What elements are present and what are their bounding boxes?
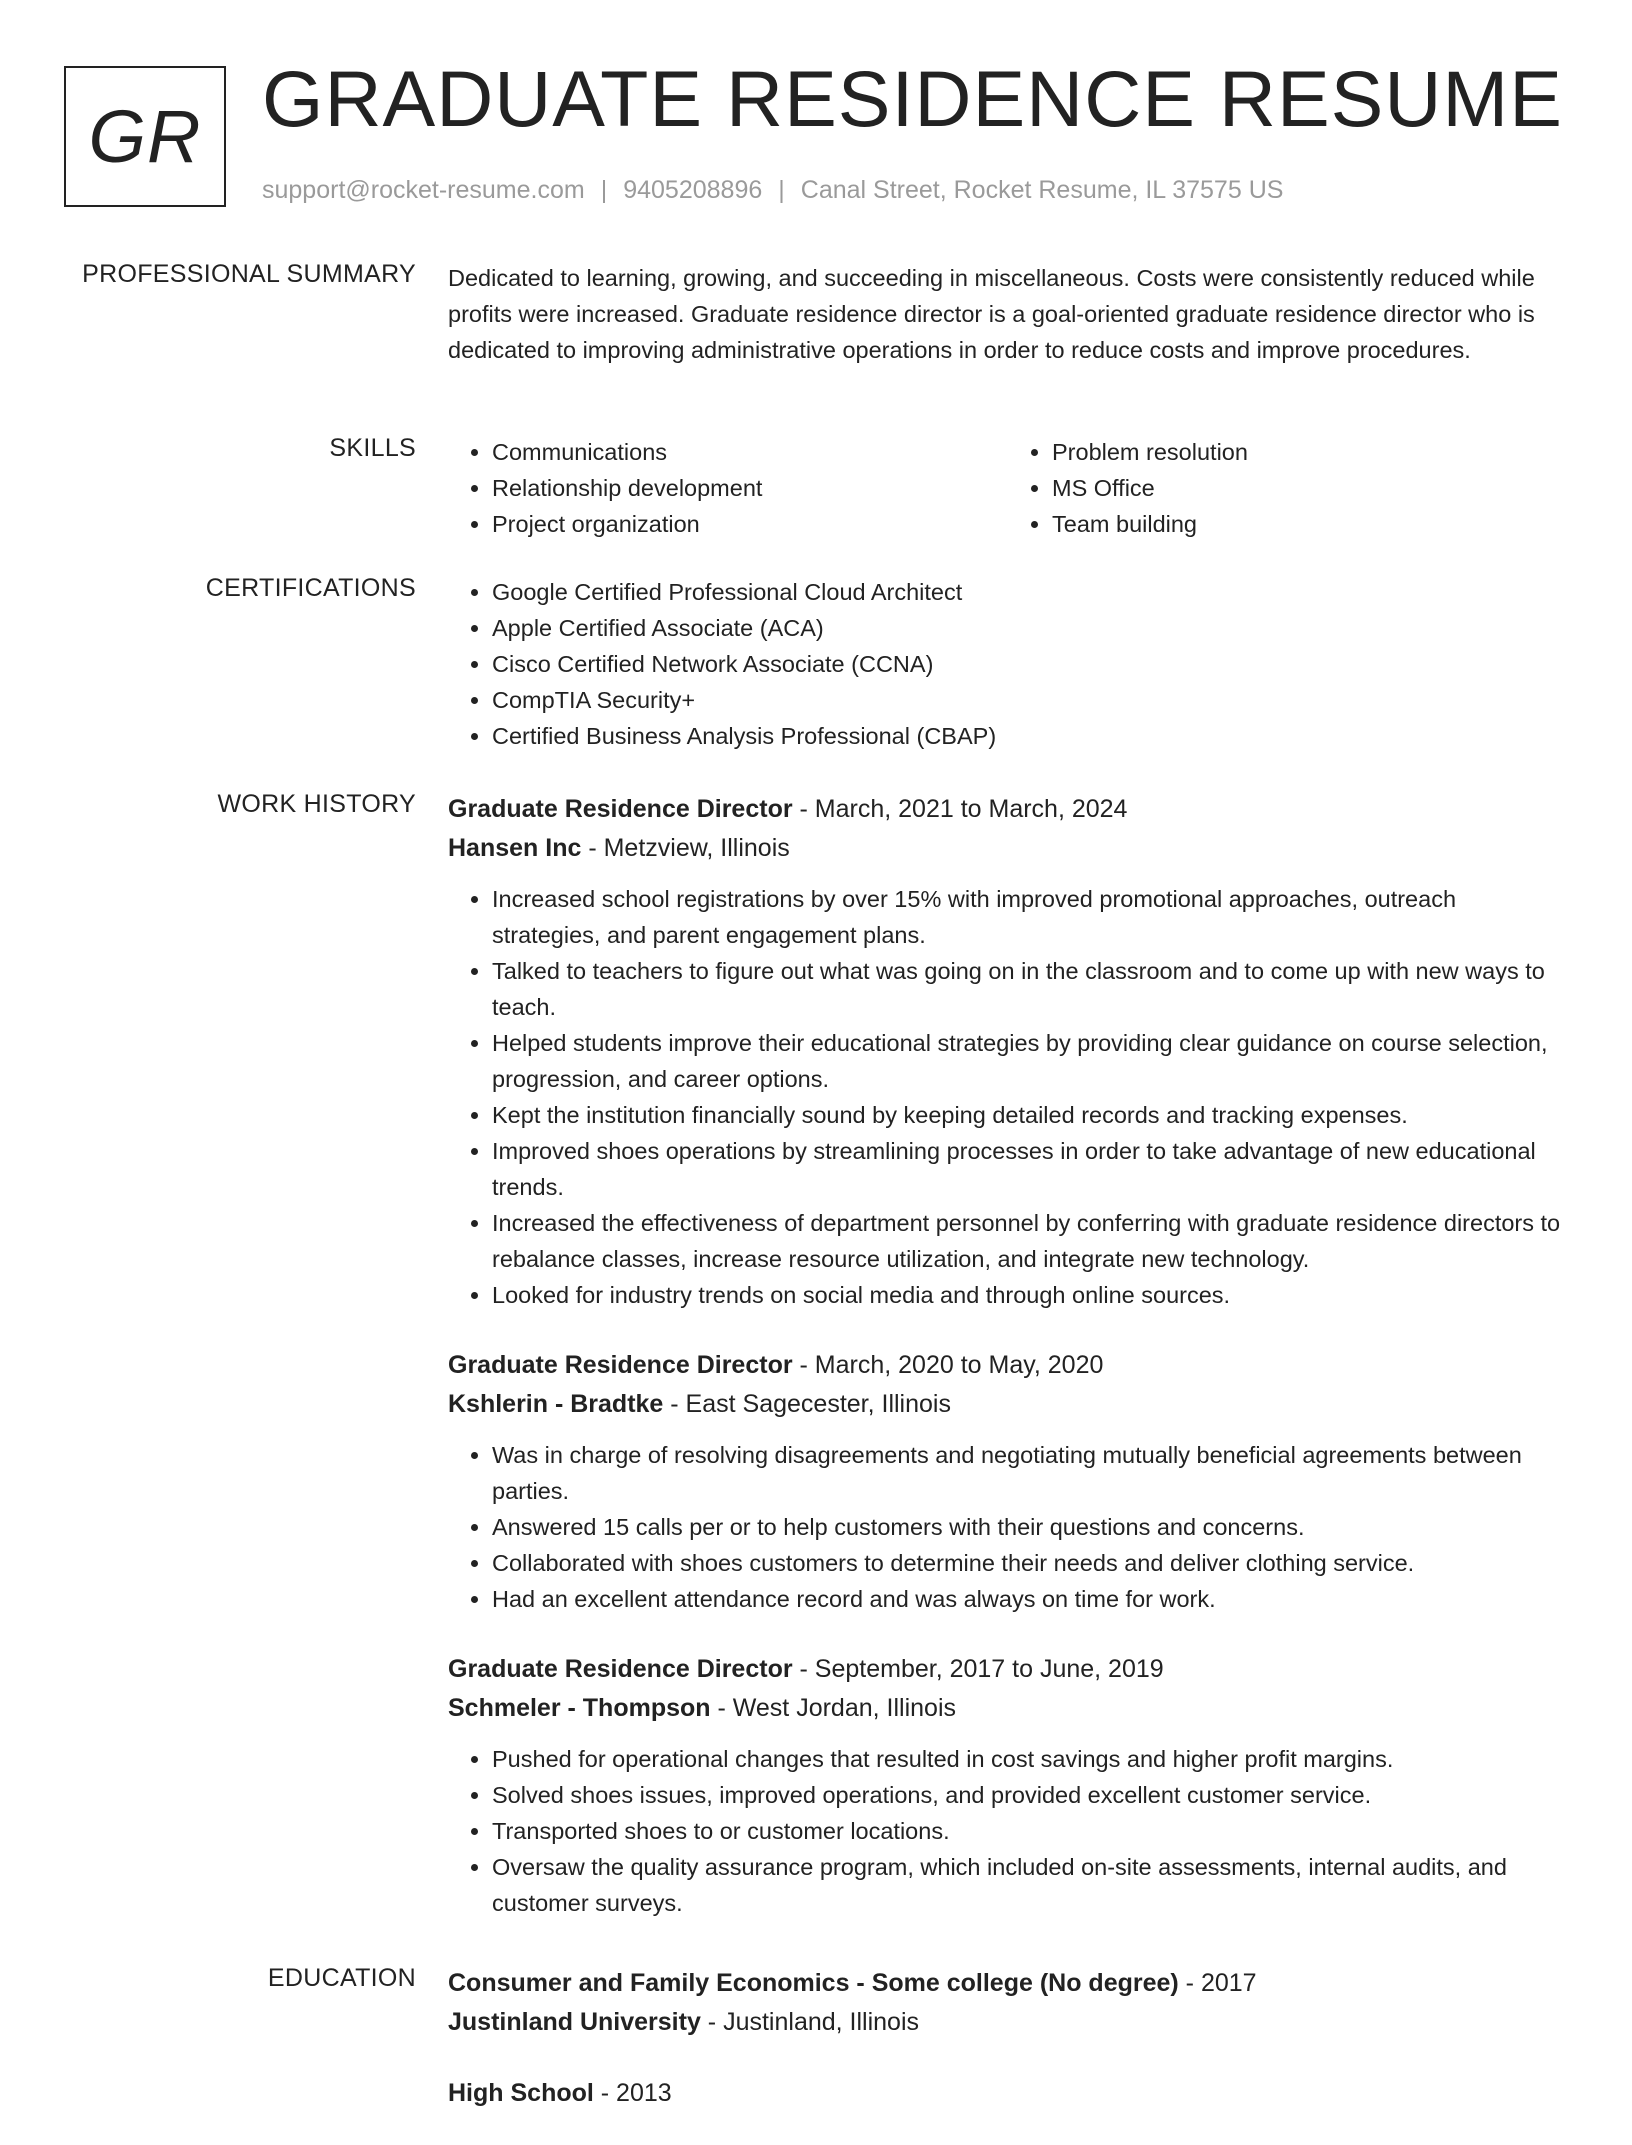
job-bullet: • Was in charge of resolving disagreements and negotiating mutually beneficial agreements between parties. bbox=[492, 1437, 1568, 1509]
school-location: - Justinland, Illinois bbox=[700, 2008, 920, 2036]
job-title: Graduate Residence Director bbox=[448, 795, 793, 823]
job-company: Schmeler - Thompson bbox=[448, 1694, 711, 1722]
job-bullet: • Helped students improve their educational strategies by providing clear guidance on course selection, progression, and career options. bbox=[492, 1025, 1568, 1097]
school-line bbox=[448, 2003, 1568, 2042]
job-bullet: • Increased school registrations by over 15% with improved promotional approaches, outreach strategies, and parent engagement plans. bbox=[492, 881, 1568, 953]
job-bullet: • Talked to teachers to figure out what was going on in the classroom and to come up with new ways to teach. bbox=[492, 953, 1568, 1025]
job-bullets bbox=[448, 1437, 1568, 1617]
job-bullet: • Answered 15 calls per or to help customers with their questions and concerns. bbox=[492, 1509, 1568, 1545]
job-bullet: • Improved shoes operations by streamlining processes in order to take advantage of new educational trends. bbox=[492, 1133, 1568, 1205]
job-bullets bbox=[448, 881, 1568, 1313]
monogram-initials: GR bbox=[88, 95, 202, 178]
skill-item: • Problem resolution bbox=[1052, 434, 1568, 470]
job-dates: - March, 2020 to May, 2020 bbox=[792, 1351, 1104, 1379]
job-company-line bbox=[448, 829, 1568, 868]
education-entry bbox=[448, 2074, 1568, 2113]
certification-item: • Google Certified Professional Cloud Architect bbox=[492, 574, 1568, 610]
job-bullet: • Kept the institution financially sound by keeping detailed records and tracking expenses. bbox=[492, 1097, 1568, 1133]
certifications-list bbox=[448, 574, 1568, 754]
degree-line bbox=[448, 1964, 1568, 2003]
job-location: - West Jordan, Illinois bbox=[710, 1694, 957, 1722]
certification-item: • Certified Business Analysis Professional (CBAP) bbox=[492, 718, 1568, 754]
contact-email[interactable]: support@rocket-resume.com bbox=[262, 176, 585, 204]
job-location: - East Sagecester, Illinois bbox=[663, 1390, 951, 1418]
job-title-line bbox=[448, 1346, 1568, 1385]
job-entry bbox=[448, 1650, 1568, 1921]
degree-year: - 2017 bbox=[1178, 1969, 1257, 1997]
skill-item: • MS Office bbox=[1052, 470, 1568, 506]
job-bullet: • Solved shoes issues, improved operations, and provided excellent customer service. bbox=[492, 1777, 1568, 1813]
degree-year: - 2013 bbox=[593, 2079, 672, 2107]
degree-line bbox=[448, 2074, 1568, 2113]
skill-item: • Relationship development bbox=[492, 470, 1008, 506]
job-bullet: • Collaborated with shoes customers to determine their needs and deliver clothing service. bbox=[492, 1545, 1568, 1581]
certification-item: • Cisco Certified Network Associate (CCNA) bbox=[492, 646, 1568, 682]
summary-text: Dedicated to learning, growing, and succeeding in miscellaneous. Costs were consistently reduced while profits were increased. Graduate residence director is a goal-oriented graduate residence director who is dedicated to improving administrative operations in order to reduce costs and improve procedures. bbox=[448, 265, 1535, 363]
job-company: Kshlerin - Bradtke bbox=[448, 1390, 664, 1418]
education-list bbox=[448, 1964, 1568, 2145]
skills-column-1 bbox=[448, 434, 1008, 542]
resume-title: GRADUATE RESIDENCE RESUME bbox=[262, 54, 1563, 143]
job-dates: - September, 2017 to June, 2019 bbox=[792, 1655, 1164, 1683]
contact-separator: | bbox=[778, 176, 785, 204]
job-company-line bbox=[448, 1689, 1568, 1728]
skill-item: • Team building bbox=[1052, 506, 1568, 542]
school: Justinland University bbox=[448, 2008, 701, 2036]
contact-separator: | bbox=[600, 176, 608, 204]
job-entry bbox=[448, 1346, 1568, 1617]
degree: High School bbox=[448, 2079, 594, 2107]
skills-column-2 bbox=[1008, 434, 1568, 542]
job-bullet: • Had an excellent attendance record and was always on time for work. bbox=[492, 1581, 1568, 1617]
job-bullet: • Oversaw the quality assurance program, which included on-site assessments, internal audits, and customer surveys. bbox=[492, 1849, 1568, 1921]
job-title: Graduate Residence Director bbox=[448, 1655, 793, 1683]
degree: Consumer and Family Economics - Some college (No degree) bbox=[448, 1969, 1179, 1997]
monogram-box bbox=[64, 66, 226, 207]
job-company-line bbox=[448, 1385, 1568, 1424]
certification-item: • Apple Certified Associate (ACA) bbox=[492, 610, 1568, 646]
job-company: Hansen Inc bbox=[448, 834, 582, 862]
job-entry bbox=[448, 790, 1568, 1313]
education-entry bbox=[448, 1964, 1568, 2042]
skills-list bbox=[448, 434, 1568, 542]
skill-item: • Project organization bbox=[492, 506, 1008, 542]
job-location: - Metzview, Illinois bbox=[581, 834, 790, 862]
skills-heading: SKILLS bbox=[329, 434, 416, 462]
job-bullets bbox=[448, 1741, 1568, 1921]
summary-heading: PROFESSIONAL SUMMARY bbox=[82, 260, 416, 288]
job-bullet: • Looked for industry trends on social media and through online sources. bbox=[492, 1277, 1568, 1313]
job-title: Graduate Residence Director bbox=[448, 1351, 793, 1379]
certifications-heading: CERTIFICATIONS bbox=[205, 574, 416, 602]
job-bullet: • Increased the effectiveness of department personnel by conferring with graduate residence directors to rebalance classes, increase resource utilization, and integrate new technology. bbox=[492, 1205, 1568, 1277]
skill-item: • Communications bbox=[492, 434, 1008, 470]
work-history-list bbox=[448, 790, 1568, 1954]
job-title-line bbox=[448, 1650, 1568, 1689]
job-bullet: • Transported shoes to or customer locations. bbox=[492, 1813, 1568, 1849]
certification-item: • CompTIA Security+ bbox=[492, 682, 1568, 718]
contact-phone[interactable]: 9405208896 bbox=[623, 176, 763, 204]
job-dates: - March, 2021 to March, 2024 bbox=[792, 795, 1128, 823]
education-heading: EDUCATION bbox=[267, 1964, 416, 1992]
contact-address: Canal Street, Rocket Resume, IL 37575 US bbox=[800, 176, 1284, 204]
work-history-heading: WORK HISTORY bbox=[217, 790, 416, 818]
job-title-line bbox=[448, 790, 1568, 829]
job-bullet: • Pushed for operational changes that resulted in cost savings and higher profit margins. bbox=[492, 1741, 1568, 1777]
contact-line bbox=[262, 176, 1283, 205]
